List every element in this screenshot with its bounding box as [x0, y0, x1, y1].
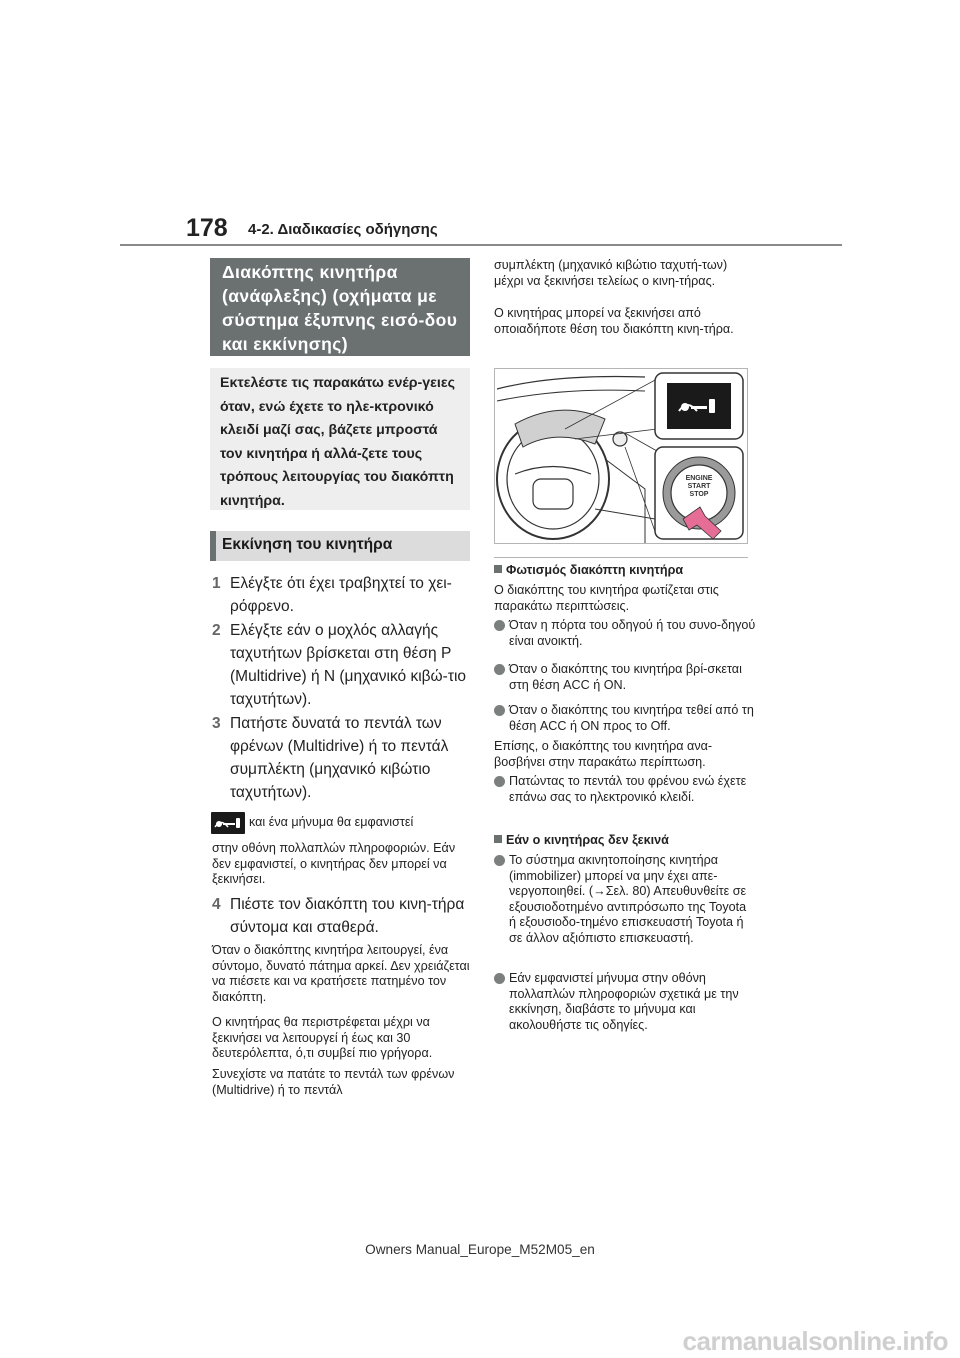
illumination-text: Ο διακόπτης του κινητήρα φωτίζεται στις παρακάτω περιπτώσεις. — [494, 583, 719, 613]
note-crank: Ο κινητήρας θα περιστρέφεται μέχρι να ξεκινήσει να λειτουργεί ή έως και 30 δευτερόλεπτα, ό,τι συμβεί πιο γρήγορα. — [212, 1015, 433, 1060]
square-bullet-icon — [494, 835, 502, 843]
bullet-dot-icon — [494, 855, 505, 866]
heading-no-start — [494, 833, 756, 849]
bullet-dot-icon — [494, 620, 505, 631]
note-continue: Συνεχίστε να πατάτε το πεντάλ των φρένων (Multidrive) ή το πεντάλ — [212, 1067, 455, 1097]
header-divider — [120, 244, 842, 246]
bullet-immobilizer — [494, 853, 756, 946]
heading-text: Φωτισμός διακόπτη κινητήρα — [506, 563, 684, 577]
button-label-line: STOP — [689, 491, 709, 498]
intro-text: Εκτελέστε τις παρακάτω ενέρ-γειες όταν, ενώ έχετε το ηλε-κτρονικό κλειδί μαζί σας, βάζετε μπροστά τον κινητήρα ή αλλά-ζετε τους τρόπους λειτουργίας του διακόπτη κινητήρα. — [220, 375, 455, 509]
step-number: 4 — [212, 896, 221, 913]
footer — [0, 1242, 960, 1257]
subheading: Εκκίνηση του κινητήρα — [222, 536, 393, 553]
step-number: 2 — [212, 622, 221, 639]
bullet-dot-icon — [494, 705, 505, 716]
step-text: Πιέστε τον διακόπτη του κινη-τήρα σύντομα και σταθερά. — [230, 896, 465, 936]
bullet-to-off — [494, 703, 756, 734]
bullet-dot-icon — [494, 664, 505, 675]
step-3 — [212, 712, 474, 804]
button-label-line: START — [687, 483, 711, 490]
bullet-dot-icon — [494, 776, 505, 787]
step-text: Πατήστε δυνατά το πεντάλ των φρένων (Multidrive) ή το πεντάλ συμπλέκτη (μηχανικό κιβώτιο ταχυτήτων). — [230, 715, 449, 801]
section-title: Διακόπτης κινητήρα (ανάφλεξης) (οχήματα με σύστημα έξυπνης εισό-δου και εκκίνησης) — [222, 262, 458, 354]
footer-text: Owners Manual_Europe_M52M05_en — [365, 1242, 595, 1257]
flash-text: Επίσης, ο διακόπτης του κινητήρα ανα-βοσβήνει στην παρακάτω περίπτωση. — [494, 739, 713, 769]
bullet-text: Όταν ο διακόπτης του κινητήρα βρί-σκεται στη θέση ACC ή ON. — [509, 662, 742, 692]
bullet-acc-on — [494, 662, 756, 693]
intro-box — [210, 368, 470, 510]
square-bullet-icon — [494, 565, 502, 573]
bullet-message — [494, 971, 756, 1033]
subheading-box — [210, 531, 470, 561]
step-text: Ελέγξτε εάν ο μοχλός αλλαγής ταχυτήτων βρίσκεται στη θέση P (Multidrive) ή N (μηχανικό κιβώ-τιο ταχυτήτων). — [230, 622, 467, 708]
bullet-text: Όταν η πόρτα του οδηγού ή του συνο-δηγού είναι ανοικτή. — [509, 618, 756, 648]
bullet-dot-icon — [494, 973, 505, 984]
start-position-text: Ο κινητήρας μπορεί να ξεκινήσει από οποιαδήποτε θέση του διακόπτη κινη-τήρα. — [494, 306, 734, 336]
step-2 — [212, 619, 474, 711]
step-number: 1 — [212, 575, 221, 592]
dashboard-illustration — [494, 368, 748, 544]
engine-start-stop-button-label — [679, 475, 719, 499]
bullet-brake-key — [494, 774, 756, 805]
section-title-box — [210, 258, 470, 356]
bullet-door-open — [494, 618, 756, 649]
indicator-note-lead: και ένα μήνυμα θα εμφανιστεί — [249, 815, 414, 829]
bullet-text: Το σύστημα ακινητοποίησης κινητήρα (immobilizer) μπορεί να μην έχει απε-νεργοποιηθεί. (→Σελ. 80) Απευθυνθείτε σε εξουσιοδοτημένο αντιπρόσωπο της Toyota ή εξουσιοδο-τημένο επισκευαστή Toyota ή σε άλλον αξιόπιστο επισκευαστή. — [509, 853, 747, 945]
bullet-text: Όταν ο διακόπτης του κινητήρα τεθεί από τη θέση ACC ή ON προς το Off. — [509, 703, 754, 733]
note-press: Όταν ο διακόπτης κινητήρα λειτουργεί, ένα σύντομο, δυνατό πάτημα αρκεί. Δεν χρειάζεται να πιέσετε και να κρατήσετε πατημένο τον διακόπτη. — [212, 943, 470, 1004]
section-label: 4-2. Διαδικασίες οδήγησης — [248, 221, 438, 238]
page-number: 178 — [186, 214, 228, 242]
heading-illumination — [494, 563, 756, 579]
indicator-note: στην οθόνη πολλαπλών πληροφοριών. Εάν δεν εμφανιστεί, ο κινητήρας δεν μπορεί να ξεκινήσει. — [212, 841, 456, 886]
bullet-text: Πατώντας το πεντάλ του φρένου ενώ έχετε επάνω σας το ηλεκτρονικό κλειδί. — [509, 774, 747, 804]
step-1 — [212, 572, 474, 618]
step-4 — [212, 893, 474, 939]
bullet-text: Εάν εμφανιστεί μήνυμα στην οθόνη πολλαπλών πληροφοριών σχετικά με την εκκίνηση, διαβάστε το μήνυμα και ακολουθήστε τις οδηγίες. — [509, 971, 739, 1032]
figure-divider — [494, 557, 748, 558]
button-label-line: ENGINE — [685, 475, 713, 482]
step-text: Ελέγξτε ότι έχει τραβηχτεί το χει-ρόφρενο. — [230, 575, 452, 615]
key-indicator-icon — [211, 812, 245, 834]
heading-text: Εάν ο κινητήρας δεν ξεκινά — [506, 833, 669, 847]
step-number: 3 — [212, 715, 221, 732]
watermark-text: carmanualsonline.info — [682, 1326, 948, 1356]
continued-text: συμπλέκτη (μηχανικό κιβώτιο ταχυτή-των) μέχρι να ξεκινήσει τελείως ο κινη-τήρας. — [494, 258, 728, 288]
